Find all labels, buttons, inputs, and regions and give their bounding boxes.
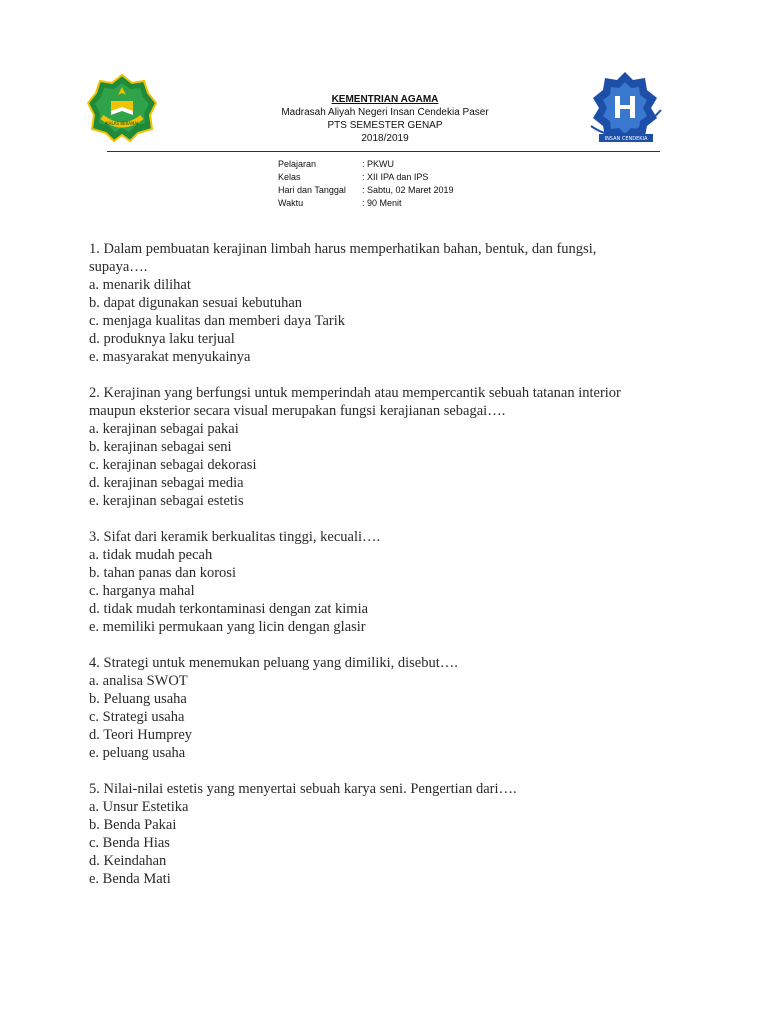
option-a: a. menarik dilihat: [89, 277, 191, 293]
option-a: a. Unsur Estetika: [89, 799, 189, 815]
option-b: b. tahan panas dan korosi: [89, 565, 236, 581]
option-c: c. harganya mahal: [89, 583, 195, 599]
info-value: : 90 Menit: [362, 198, 402, 208]
document-header: [250, 93, 520, 145]
info-label: Waktu: [278, 198, 304, 208]
option-e: e. masyarakat menyukainya: [89, 349, 251, 365]
header-divider: [107, 151, 660, 152]
option-e: e. memiliki permukaan yang licin dengan glasir: [89, 619, 366, 635]
svg-text:INSAN CENDEKIA: INSAN CENDEKIA: [604, 136, 648, 142]
school-name: Madrasah Aliyah Negeri Insan Cendekia Paser: [281, 107, 489, 118]
ministry-title: KEMENTRIAN AGAMA: [331, 94, 439, 105]
info-label: Kelas: [278, 172, 301, 182]
option-a: a. kerajinan sebagai pakai: [89, 421, 239, 437]
question-text: 4. Strategi untuk menemukan peluang yang dimiliki, disebut….: [89, 655, 458, 671]
insan-cendekia-logo: [585, 70, 665, 146]
option-d: d. tidak mudah terkontaminasi dengan zat kimia: [89, 601, 369, 617]
info-value: : PKWU: [362, 159, 395, 169]
question-3: [89, 528, 649, 636]
question-5: [89, 780, 649, 888]
exam-info: [278, 158, 454, 210]
info-row: [278, 158, 454, 171]
info-row: [278, 197, 454, 210]
option-d: d. Keindahan: [89, 853, 167, 869]
question-text: 3. Sifat dari keramik berkualitas tinggi, kecuali….: [89, 529, 381, 545]
option-c: c. menjaga kualitas dan memberi daya Tarik: [89, 313, 345, 329]
option-d: d. produknya laku terjual: [89, 331, 235, 347]
option-e: e. Benda Mati: [89, 871, 171, 887]
question-2: [89, 384, 649, 510]
question-4: [89, 654, 649, 762]
info-value: : Sabtu, 02 Maret 2019: [362, 185, 454, 195]
academic-year: 2018/2019: [361, 133, 409, 144]
info-label: Hari dan Tanggal: [278, 185, 346, 195]
option-d: d. Teori Humprey: [89, 727, 193, 743]
option-e: e. kerajinan sebagai estetis: [89, 493, 244, 509]
exam-title: PTS SEMESTER GENAP: [327, 120, 443, 131]
question-list: [89, 240, 649, 906]
option-a: a. tidak mudah pecah: [89, 547, 213, 563]
question-text: 2. Kerajinan yang berfungsi untuk memperindah atau mempercantik sebuah tatanan interior maupun eksterior secara visual merupakan fungsi kerajianan sebagai….: [89, 385, 621, 419]
option-b: b. Benda Pakai: [89, 817, 177, 833]
kemenag-logo: [86, 73, 158, 143]
info-label: Pelajaran: [278, 159, 317, 169]
option-c: c. Benda Hias: [89, 835, 170, 851]
option-b: b. Peluang usaha: [89, 691, 187, 707]
info-row: [278, 184, 454, 197]
question-1: [89, 240, 649, 366]
option-e: e. peluang usaha: [89, 745, 186, 761]
info-row: [278, 171, 454, 184]
question-text: 5. Nilai-nilai estetis yang menyertai sebuah karya seni. Pengertian dari….: [89, 781, 517, 797]
option-a: a. analisa SWOT: [89, 673, 188, 689]
svg-text:IKHLAS BERAMAL: IKHLAS BERAMAL: [104, 121, 140, 126]
option-c: c. kerajinan sebagai dekorasi: [89, 457, 257, 473]
option-b: b. kerajinan sebagai seni: [89, 439, 232, 455]
info-value: : XII IPA dan IPS: [362, 172, 429, 182]
option-d: d. kerajinan sebagai media: [89, 475, 244, 491]
question-text: 1. Dalam pembuatan kerajinan limbah harus memperhatikan bahan, bentuk, dan fungsi, supaya….: [89, 241, 597, 275]
option-b: b. dapat digunakan sesuai kebutuhan: [89, 295, 303, 311]
option-c: c. Strategi usaha: [89, 709, 185, 725]
